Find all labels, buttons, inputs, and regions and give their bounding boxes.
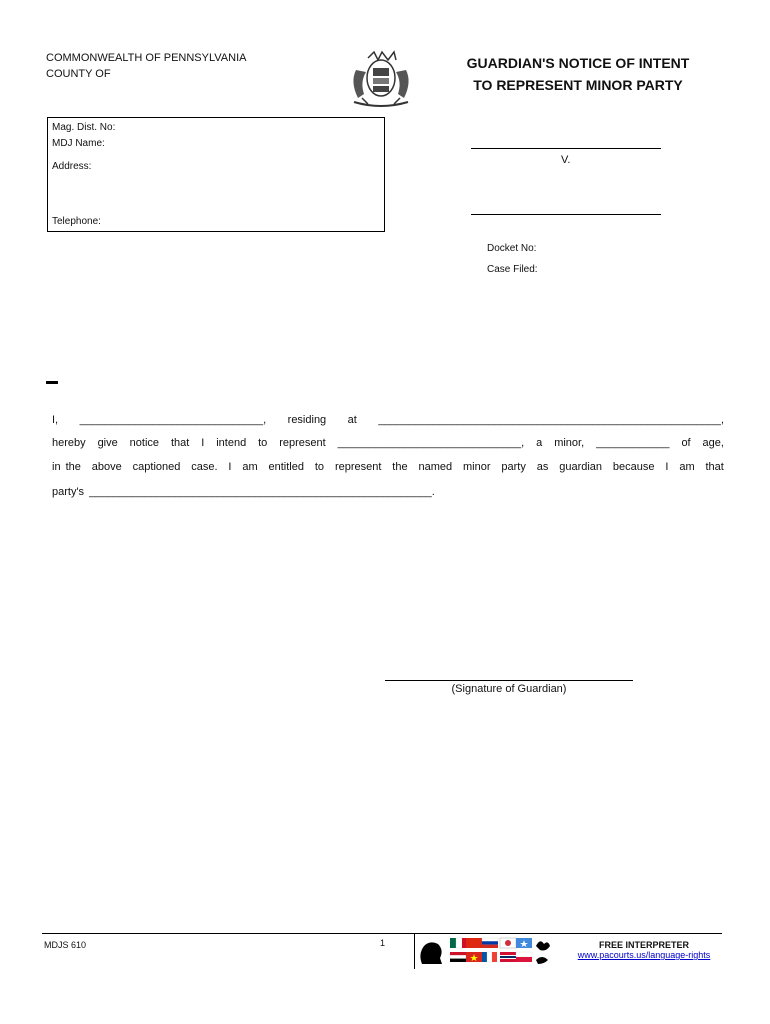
word: the: [392, 461, 408, 473]
address-label: Address:: [52, 161, 92, 172]
word: to: [258, 437, 268, 449]
word: of: [681, 437, 691, 449]
page-number: 1: [380, 938, 386, 948]
footer-divider: [42, 933, 722, 934]
word: am: [242, 461, 258, 473]
word: am: [679, 461, 695, 473]
case-filed-label: Case Filed:: [487, 264, 538, 275]
word: above: [91, 461, 122, 473]
word: minor: [462, 461, 491, 473]
word: give: [97, 437, 118, 449]
plaintiff-line[interactable]: [471, 148, 661, 149]
word: represent: [334, 461, 382, 473]
form-title-line1: GUARDIAN'S NOTICE OF INTENT: [466, 55, 690, 71]
word: minor,: [554, 437, 585, 449]
language-flags-icon: [416, 936, 566, 968]
word: in the: [52, 461, 81, 473]
relationship-line[interactable]: party's ________________________________________________________.: [52, 486, 435, 498]
word: represent: [279, 437, 326, 449]
statement-line-2: [52, 437, 724, 449]
language-rights-link[interactable]: www.pacourts.us/language-rights: [577, 950, 711, 960]
mdj-name-label: MDJ Name:: [52, 138, 105, 149]
footer-vertical-divider: [414, 933, 415, 969]
signature-label: (Signature of Guardian): [451, 683, 567, 695]
word: party: [501, 461, 526, 473]
signature-line[interactable]: [385, 680, 633, 681]
word: because: [612, 461, 655, 473]
pronoun-text: I,: [52, 414, 59, 426]
defendant-line[interactable]: [471, 214, 661, 215]
commonwealth-label: COMMONWEALTH OF PENNSYLVANIA: [46, 52, 247, 64]
guardian-name-blank[interactable]: ______________________________,: [79, 414, 267, 426]
word: entitled: [268, 461, 304, 473]
county-label: COUNTY OF: [46, 68, 111, 80]
versus-label: V.: [561, 154, 571, 166]
interpreter-title: FREE INTERPRETER: [598, 940, 689, 950]
minor-name-blank[interactable]: ______________________________,: [337, 437, 525, 449]
pennsylvania-seal-icon: [348, 48, 414, 108]
docket-label: Docket No:: [487, 243, 537, 254]
form-title-line2: TO REPRESENT MINOR PARTY: [473, 77, 683, 93]
word: that: [170, 437, 190, 449]
word: age,: [702, 437, 724, 449]
word: hereby: [52, 437, 86, 449]
word: I: [201, 437, 205, 449]
minor-age-blank[interactable]: ____________: [596, 437, 670, 449]
word: intend: [216, 437, 247, 449]
telephone-label: Telephone:: [52, 216, 101, 227]
statement-line-1: [52, 414, 724, 426]
word: to: [314, 461, 325, 473]
word: that: [705, 461, 724, 473]
statement-line-3: [52, 461, 724, 473]
word: a: [536, 437, 543, 449]
word: as: [536, 461, 549, 473]
word: named: [418, 461, 453, 473]
word: guardian: [559, 461, 603, 473]
word: notice: [129, 437, 160, 449]
residing-text: residing: [287, 414, 327, 426]
word: I: [228, 461, 232, 473]
word: I: [665, 461, 669, 473]
form-id: MDJS 610: [44, 940, 87, 950]
word: captioned: [132, 461, 181, 473]
word: case.: [191, 461, 218, 473]
section-dash: [46, 381, 58, 384]
court-info-box: [47, 117, 385, 232]
at-text: at: [347, 414, 357, 426]
residence-blank[interactable]: ________________________________________________________,: [378, 414, 724, 426]
mag-dist-label: Mag. Dist. No:: [52, 122, 116, 133]
